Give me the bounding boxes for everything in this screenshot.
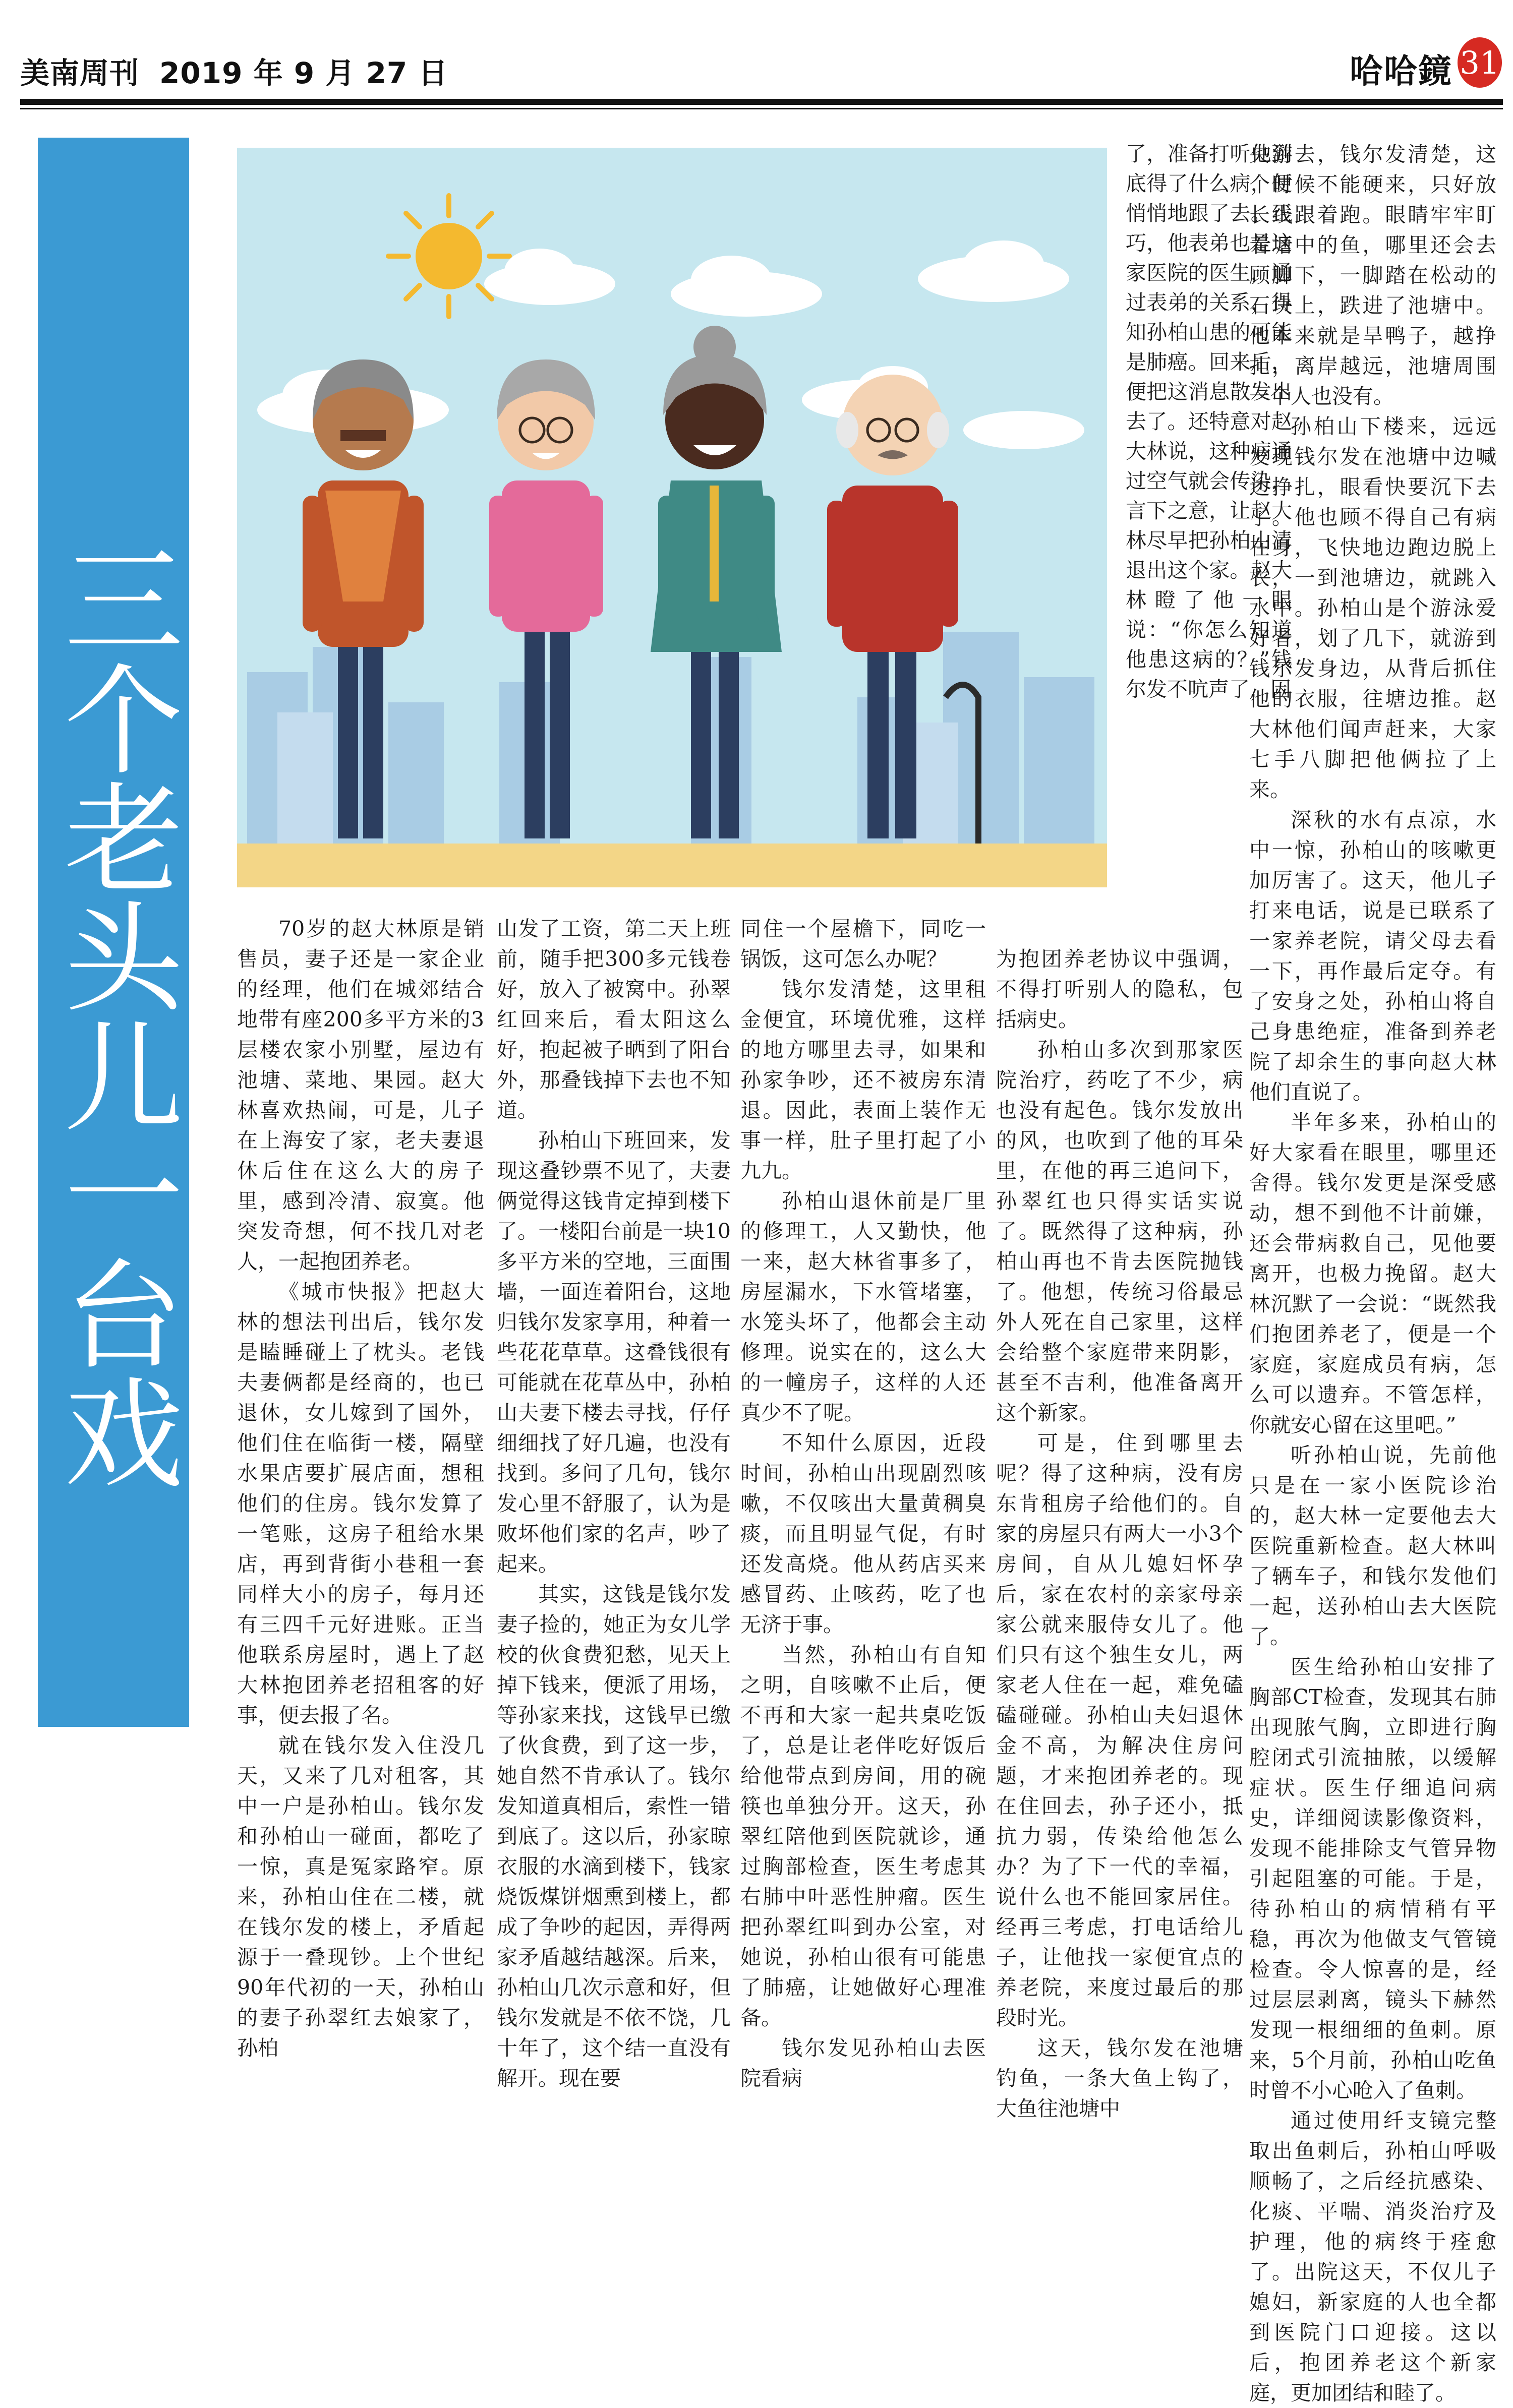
paragraph: 深秋的水有点凉，水中一惊，孙柏山的咳嗽更加厉害了。这天，他儿子打来电话，说是已联系了一家养老院，请父母去看一下，再作最后定夺。有了安身之处，孙柏山将自己身患绝症，准备到养老院了却余生的事向赵大林他们直说了。	[1249, 808, 1496, 1104]
header-rule	[20, 99, 1503, 105]
paragraph: 当然，孙柏山有自知之明，自咳嗽不止后，便不再和大家一起共桌吃饭了，总是让老伴吃好饭后给他带点到房间，用的碗筷也单独分开。这天，孙翠红陪他到医院就诊，通过胸部检查，医生考虑其右肺中叶恶性肿瘤。医生把孙翠红叫到办公室，对她说，孙柏山很有可能患了肺癌，让她做好心理准备。	[740, 1643, 986, 2030]
paragraph: 可是，住到哪里去呢？得了这种病，没有房东肯租房子给他们的。自家的房屋只有两大一小3个房间，自从儿媳妇怀孕后，家在农村的亲家母亲家公就来服侍女儿了。他们只有这个独生女儿，两家老人住在一起，难免磕磕碰碰。孙柏山夫妇退休金不高，为解决住房问题，才来抱团养老的。现在住回去，孙子还小，抵抗力弱，传染给他怎么办？为了下一代的幸福，说什么也不能回家居住。经再三考虑，打电话给儿子，让他找一家便宜点的养老院，来度过最后的那段时光。	[996, 1431, 1243, 2030]
paragraph: 孙柏山下楼来，远远发现钱尔发在池塘中边喊边挣扎，眼看快要沉下去了。他也顾不得自己有病在身，飞快地边跑边脱上衣，一到池塘边，就跳入水中。孙柏山是个游泳爱好者，划了几下，就游到钱尔发身边，从背后抓住他的衣服，往塘边推。赵大林他们闻声赶来，大家七手八脚把他俩拉了上来。	[1249, 414, 1496, 802]
masthead	[20, 49, 448, 92]
paragraph: 钱尔发见孙柏山去医院看病	[740, 2036, 986, 2090]
article-column-5	[1249, 139, 1496, 2408]
article-column-3	[740, 914, 986, 2093]
paragraph: 钱尔发清楚，这里租金便宜，环境优雅，这样的地方哪里去寻，如果和孙家争吵，还不被房东清退。因此，表面上装作无事一样，肚子里打起了小九九。	[740, 977, 986, 1183]
title-band	[38, 138, 189, 1727]
article-column-4	[996, 944, 1243, 2124]
paragraph: 医生给孙柏山安排了胸部CT检查，发现其右肺出现脓气胸，立即进行胸腔闭式引流抽脓，以缓解症状。医生仔细追问病史，详细阅读影像资料，发现不能排除支气管异物引起阻塞的可能。于是，待孙柏山的病情稍有平稳，再次为他做支气管镜检查。令人惊喜的是，经过层层剥离，镜头下赫然发现一根细细的鱼刺。原来，5个月前，孙柏山吃鱼时曾不小心呛入了鱼刺。	[1249, 1655, 1496, 2102]
article-title: 三个老头儿一台戏	[44, 539, 183, 1491]
paragraph: 不知什么原因，近段时间，孙柏山出现剧烈咳嗽，不仅咳出大量黄稠臭痰，而且明显气促，有时还发高烧。他从药店买来感冒药、止咳药，吃了也无济于事。	[740, 1431, 986, 1637]
paragraph: 听孙柏山说，先前他只是在一家小医院诊治的，赵大林一定要他去大医院重新检查。赵大林叫了辆车子，和钱尔发他们一起，送孙柏山去大医院了。	[1249, 1443, 1496, 1649]
article-column-2	[497, 914, 731, 2093]
header-rule-thin	[20, 108, 1503, 109]
publication-name: 美南周刊	[20, 56, 140, 90]
paragraph: 半年多来，孙柏山的好大家看在眼里，哪里还舍得。钱尔发更是深受感动，想不到他不计前嫌，还会带病救自己，见他要离开，也极力挽留。赵大林沉默了一会说：“既然我们抱团养老了，便是一个家庭，家庭成员有病，怎么可以遗弃。不管怎样，你就安心留在这里吧。”	[1249, 1110, 1496, 1437]
section-name: 哈哈鏡	[1350, 52, 1452, 91]
paragraph: 孙柏山多次到那家医院治疗，药吃了不少，病也没有起色。钱尔发放出的风，也吹到了他的耳朵里，在他的再三追问下，孙翠红也只得实话实说了。既然得了这种病，孙柏山再也不肯去医院抛钱了。他想，传统习俗最忌外人死在自己家里，这样会给整个家庭带来阴影，甚至不吉利，他准备离开这个新家。	[996, 1038, 1243, 1425]
paragraph: 同住一个屋檐下，同吃一锅饭，这可怎么办呢？	[740, 917, 986, 971]
paragraph: 孙柏山退休前是厂里的修理工，人又勤快，他一来，赵大林省事多了，房屋漏水，下水管堵塞，水笼头坏了，他都会主动修理。说实在的，这么大的一幢房子，这样的人还真少不了呢。	[740, 1189, 986, 1425]
paragraph: 为抱团养老协议中强调，不得打听别人的隐私，包括病史。	[996, 947, 1243, 1032]
paragraph: 通过使用纤支镜完整取出鱼刺后，孙柏山呼吸顺畅了，之后经抗感染、化痰、平喘、消炎治疗及护理，他的病终于痊愈了。出院这天，不仅儿子媳妇，新家庭的人也全都到医院门口迎接。这以后，抱团养老这个新家庭，更加团结和睦了。	[1249, 2109, 1496, 2405]
paragraph: 这天，钱尔发在池塘钓鱼，一条大鱼上钩了，大鱼往池塘中	[996, 2036, 1243, 2121]
paragraph: 了，准备打听他到底得了什么病，便悄悄地跟了去。正巧，他表弟也是这家医院的医生，通过表弟的关系，得知孙柏山患的可能是肺癌。回来后，便把这消息散发出去了。还特意对赵大林说，这种病通过空气就会传染，言下之意，让赵大林尽早把孙柏山清退出这个家。赵大林瞪了他一眼说：“你怎么知道他患这病的？”钱尔发不吭声了，因	[1126, 142, 1292, 701]
issue-date: 2019 年 9 月 27 日	[159, 56, 448, 90]
paragraph: 就在钱尔发入住没几天，又来了几对租客，其中一户是孙柏山。钱尔发和孙柏山一碰面，都吃了一惊，真是冤家路窄。原来，孙柏山住在二楼，就在钱尔发的楼上，矛盾起源于一叠现钞。上个世纪90年代初的一天，孙柏山的妻子孙翠红去娘家了，孙柏	[237, 1733, 484, 2060]
paragraph: 山发了工资，第二天上班前，随手把300多元钱卷好，放入了被窝中。孙翠红回来后，看太阳这么好，抱起被子晒到了阳台外，那叠钱掉下去也不知道。	[497, 917, 731, 1122]
page-number-badge: 31	[1458, 37, 1502, 88]
article-illustration	[237, 148, 1107, 887]
paragraph: 70岁的赵大林原是销售员，妻子还是一家企业的经理，他们在城郊结合地带有座200多平方米的3层楼农家小别墅，屋边有池塘、菜地、果园。赵大林喜欢热闹，可是，儿子在上海安了家，老夫妻退休后住在这么大的房子里，感到冷清、寂寞。他突发奇想，何不找几对老人，一起抱团养老。	[237, 917, 484, 1274]
article-column-1	[237, 914, 484, 2063]
paragraph: 央游去，钱尔发清楚，这个时候不能硬来，只好放长线跟着跑。眼睛牢牢盯着塘中的鱼，哪里还会去顾脚下，一脚踏在松动的石块上，跌进了池塘中。他本来就是旱鸭子，越挣扎，离岸越远，池塘周围一个人也没有。	[1249, 142, 1496, 408]
paragraph: 孙柏山下班回来，发现这叠钞票不见了，夫妻俩觉得这钱肯定掉到楼下了。一楼阳台前是一块10多平方米的空地，三面围墙，一面连着阳台，这地归钱尔发家享用，种着一些花花草草。这叠钱很有可能就在花草丛中，孙柏山夫妻下楼去寻找，仔仔细细找了好几遍，也没有找到。多问了几句，钱尔发心里不舒服了，认为是败坏他们家的名声，吵了起来。	[497, 1128, 731, 1576]
paragraph: 其实，这钱是钱尔发妻子捡的，她正为女儿学校的伙食费犯愁，见天上掉下钱来，便派了用场，等孙家来找，这钱早已缴了伙食费，到了这一步，她自然不肯承认了。钱尔发知道真相后，索性一错到底了。这以后，孙家晾衣服的水滴到楼下，钱家烧饭煤饼烟熏到楼上，都成了争吵的起因，弄得两家矛盾越结越深。后来，孙柏山几次示意和好，但钱尔发就是不依不饶，几十年了，这个结一直没有解开。现在要	[497, 1582, 731, 2090]
paragraph: 《城市快报》把赵大林的想法刊出后，钱尔发是瞌睡碰上了枕头。老钱夫妻俩都是经商的，也已退休，女儿嫁到了国外，他们住在临街一楼，隔壁水果店要扩展店面，想租他们的住房。钱尔发算了一笔账，这房子租给水果店，再到背街小巷租一套同样大小的房子，每月还有三四千元好进账。正当他联系房屋时，遇上了赵大林抱团养老招租客的好事，便去报了名。	[237, 1280, 484, 1727]
